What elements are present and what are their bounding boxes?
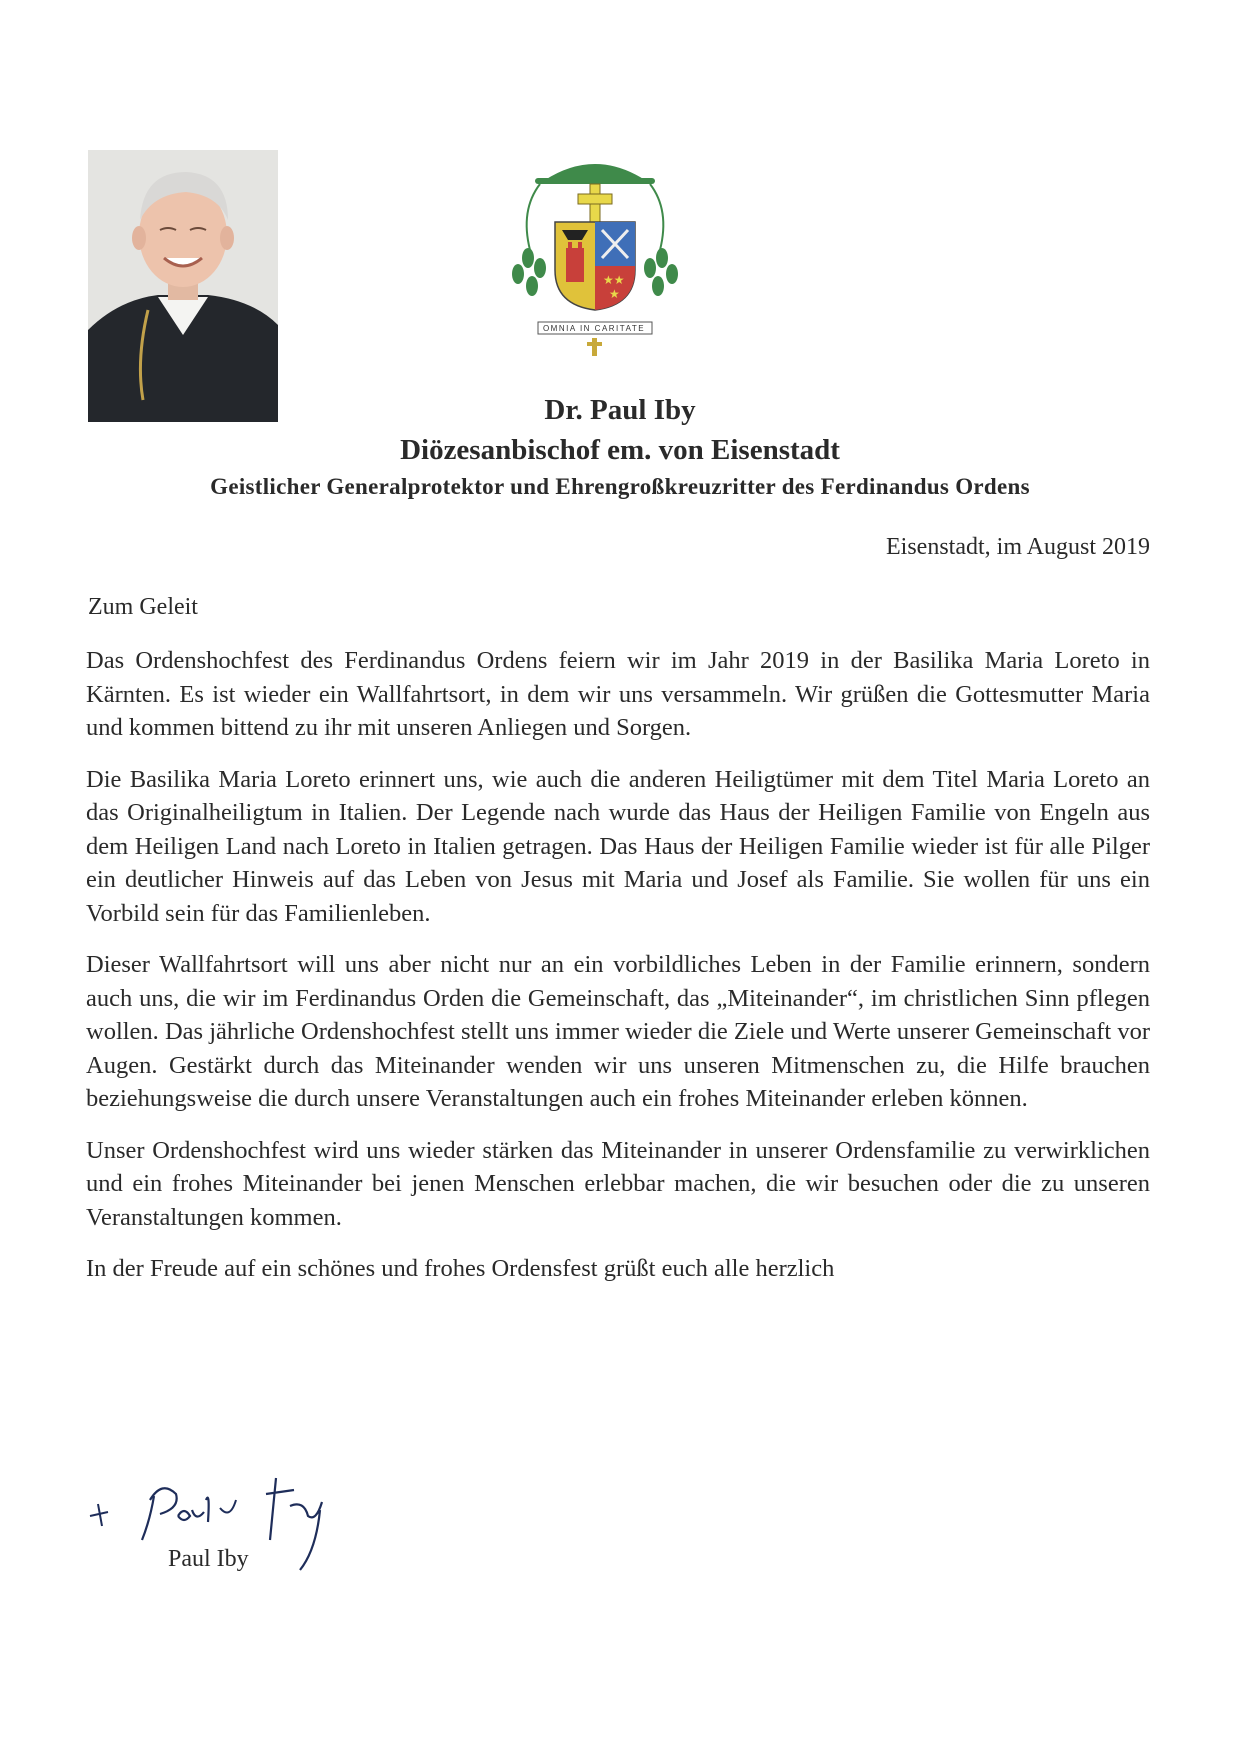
svg-text:★★: ★★ — [603, 273, 625, 287]
sender-name: Dr. Paul Iby — [544, 394, 696, 426]
paragraph: Die Basilika Maria Loreto erinnert uns, wie auch die anderen Heiligtümer mit dem Titel Maria Loreto an das Originalheiligtum in Italien. Der Legende nach wurde das Haus der Heiligen Familie von Engeln aus dem Heiligen Land nach Loreto in Italien getragen. Das Haus der Heiligen Familie wieder ist für alle Pilger ein deutlicher Hinweis auf das Leben von Jesus mit Maria und Josef als Familie. Sie wollen für uns ein Vorbild sein für das Familienleben. — [86, 765, 1150, 927]
sender-subtitle: Geistlicher Generalprotektor und Ehrengroßkreuzritter des Ferdinandus Ordens — [210, 474, 1030, 499]
closing-line: In der Freude auf ein schönes und frohes Ordensfest grüßt euch alle herzlich — [86, 1255, 835, 1282]
svg-text:★: ★ — [609, 287, 620, 301]
letter-body — [86, 644, 1150, 1304]
coat-of-arms-emblem — [510, 150, 680, 368]
letter-date: Eisenstadt, im August 2019 — [886, 534, 1150, 560]
coat-of-arms-motto: OMNIA IN CARITATE — [542, 324, 646, 333]
coat-of-arms — [510, 150, 680, 368]
letter-greeting: Zum Geleit — [88, 594, 198, 620]
portrait-photo — [88, 150, 278, 422]
portrait-image — [88, 150, 278, 422]
signer-name: Paul Iby — [168, 1546, 249, 1572]
paragraph: Das Ordenshochfest des Ferdinandus Ordens feiern wir im Jahr 2019 in der Basilika Maria Loreto in Kärnten. Es ist wieder ein Wallfahrtsort, in dem wir uns versammeln. Wir grüßen die Gottesmutter Maria und kommen bittend zu ihr mit unseren Anliegen und Sorgen. — [86, 647, 1150, 741]
paragraph: Dieser Wallfahrtsort will uns aber nicht nur an ein vorbildliches Leben in der Familie erinnern, sondern auch uns, die wir im Ferdinandus Orden die Gemeinschaft, das „Miteinander“, im christlichen Sinn pflegen wollen. Das jährliche Ordenshochfest stellt uns immer wieder die Ziele und Werte unserer Gemeinschaft vor Augen. Gestärkt durch das Miteinander wenden wir uns unseren Mitmenschen zu, die Hilfe brauchen beziehungsweise die durch unsere Veranstaltungen auch ein frohes Miteinander erleben können. — [86, 951, 1150, 1112]
paragraph: Unser Ordenshochfest wird uns wieder stärken das Miteinander in unserer Ordensfamilie zu verwirklichen und ein frohes Miteinander bei jenen Menschen erlebbar machen, die wir besuchen oder die zu unseren Veranstaltungen kommen. — [86, 1136, 1150, 1231]
sender-title: Diözesanbischof em. von Eisenstadt — [400, 434, 840, 466]
